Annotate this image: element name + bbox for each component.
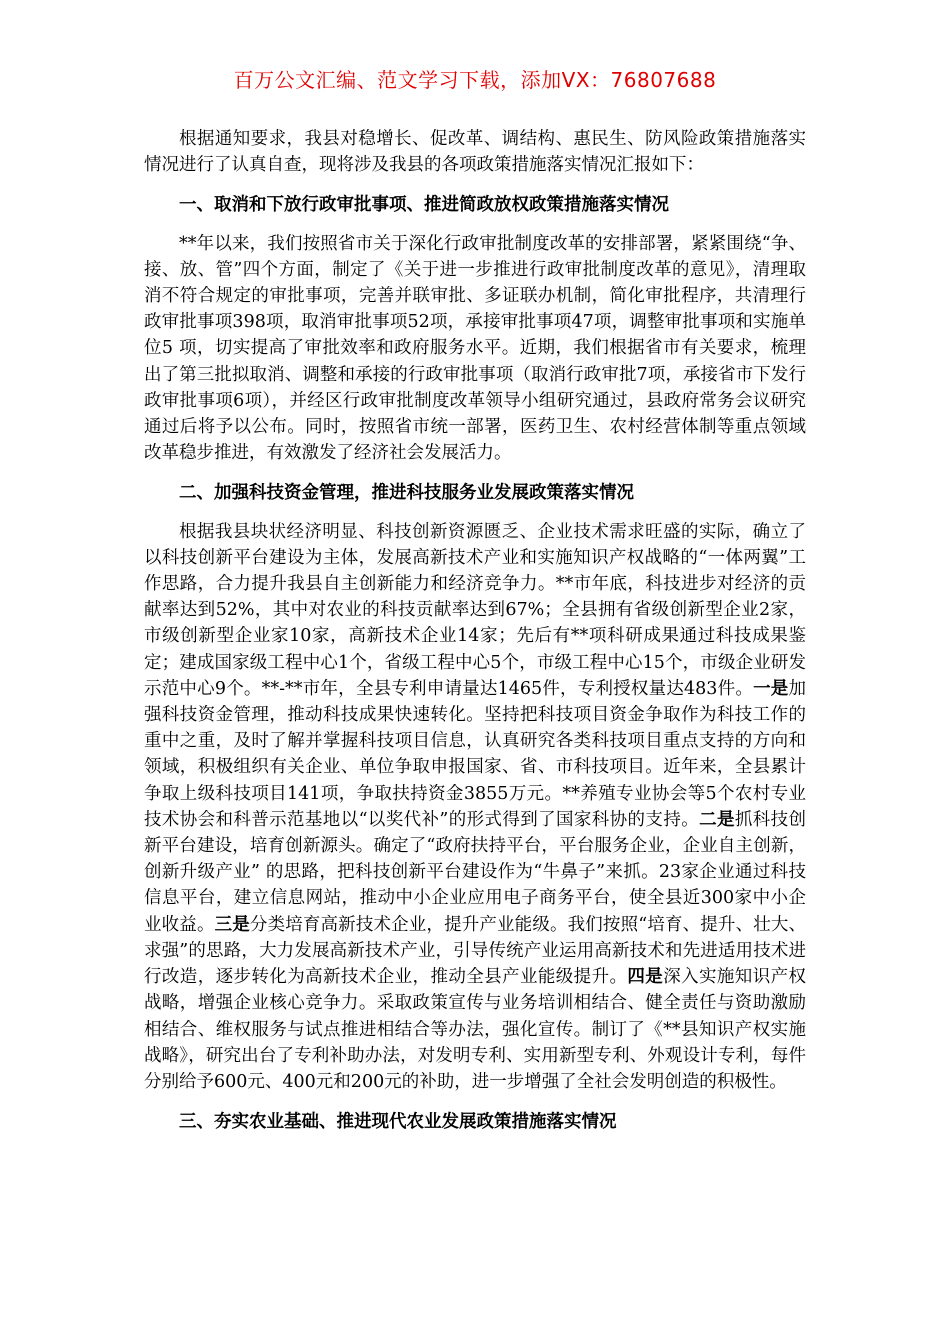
section-2-text-3: 抓科技创新平台建设，培育创新源头。确定了“政府扶持平台，平台服务企业，企业自主创新，创新升级产业” 的思路，把科技创新平台建设作为“牛鼻子”来抓。23家企业通过科技信息平台，建立信息网站，推动中小企业应用电子商务平台，使全县近300家中小企业收益。 [144,809,807,935]
section-1-heading: 一、取消和下放行政审批事项、推进简政放权政策措施落实情况 [179,195,669,216]
section-3-heading: 三、夯实农业基础、推进现代农业发展政策措施落实情况 [179,1112,617,1133]
section-2-text-2: 加强科技资金管理，推动科技成果快速转化。坚持把科技项目资金争取作为科技工作的重中之重，及时了解并掌握科技项目信息，认真研究各类科技项目重点支持的方向和领域，积极组织有关企业、单位争取申报国家、省、市科技项目。近年来，全县累计争取上级科技项目141项，争取扶持资金3855万元。**养殖专业协会等5个农村专业技术协会和科普示范基地以“以奖代补”的形式得到了国家科协的支持。 [144,678,807,830]
section-2-text-5: 深入实施知识产权战略，增强企业核心竞争力。采取政策宣传与业务培训相结合、健全责任与资助激励相结合、维权服务与试点推进相结合等办法，强化宣传。制订了《**县知识产权实施战略》，研究出台了专利补助办法，对发明专利、实用新型专利、外观设计专利，每件分别给予600元、400元和200元的补助，进一步增强了全社会发明创造的积极性。 [144,967,807,1092]
section-1-paragraph: **年以来，我们按照省市关于深化行政审批制度改革的安排部署，紧紧围绕“争、接、放、管”四个方面，制定了《关于进一步推进行政审批制度改革的意见》，清理取消不符合规定的审批事项，完善并联审批、多证联办机制，简化审批程序，共清理行政审批事项398项，取消审批事项52项，承接审批事项47项，调整审批事项和实施单位5 项，切实提高了审批效率和政府服务水平。近期，我们根据省市有关要求，梳理出了第三批拟取消、调整和承接的行政审批事项（取消行政审批7项，承接省市下发行政审批事项6项），并经区行政审批制度改革领导小组研究通过，县政府常务会议研究通过后将予以公布。同时，按照省市统一部署，医药卫生、农村经营体制等重点领域改革稳步推进，有效激发了经济社会发展活力。 [144,233,806,464]
section-2-paragraph [144,519,806,1095]
section-2-text-4: 分类培育高新技术企业，提升产业能级。我们按照“培育、提升、壮大、求强”的思路，大力发展高新技术产业，引导传统产业运用高新技术和先进适用技术进行改造，逐步转化为高新技术企业，推动全县产业能级提升。 [144,914,807,988]
section-2-keyword-2: 二是 [699,809,735,830]
section-2-heading: 二、加强科技资金管理，推进科技服务业发展政策落实情况 [179,483,634,504]
document-body [144,126,806,1135]
section-2-keyword-3: 三是 [214,914,250,935]
section-2-keyword-1: 一是 [753,678,789,699]
section-2-text-1: 根据我县块状经济明显、科技创新资源匮乏、企业技术需求旺盛的实际，确立了以科技创新平台建设为主体，发展高新技术产业和实施知识产权战略的“一体两翼”工作思路，合力提升我县自主创新能力和经济竞争力。**市年底，科技进步对经济的贡献率达到52%，其中对农业的科技贡献率达到67%；全县拥有省级创新型企业2家，市级创新型企业家10家，高新技术企业14家；先后有**项科研成果通过科技成果鉴定；建成国家级工程中心1个，省级工程中心5个，市级工程中心15个，市级企业研发示范中心9个。**-**市年，全县专利申请量达1465件，专利授权量达483件。 [144,521,806,699]
section-2-keyword-4: 四是 [627,967,664,988]
intro-paragraph: 根据通知要求，我县对稳增长、促改革、调结构、惠民生、防风险政策措施落实情况进行了认真自查，现将涉及我县的各项政策措施落实情况汇报如下： [144,129,806,176]
watermark-header: 百万公文汇编、范文学习下载，添加VX：76807688 [233,68,717,92]
